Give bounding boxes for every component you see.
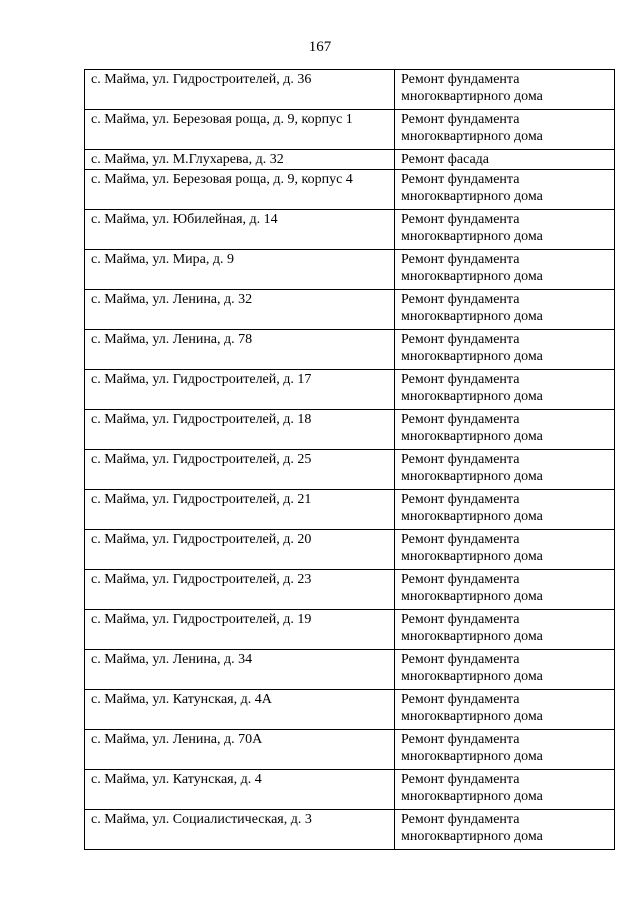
table-row bbox=[85, 110, 615, 150]
work-type-line: многоквартирного дома bbox=[401, 389, 543, 404]
address-text: с. Майма, ул. Гидростроителей, д. 20 bbox=[91, 532, 312, 547]
address-cell bbox=[85, 810, 395, 850]
work-type-cell bbox=[395, 170, 615, 210]
address-cell bbox=[85, 70, 395, 110]
table-row bbox=[85, 770, 615, 810]
address-text: с. Майма, ул. Березовая роща, д. 9, корпус 4 bbox=[91, 172, 353, 187]
table-row bbox=[85, 610, 615, 650]
address-text: с. Майма, ул. Социалистическая, д. 3 bbox=[91, 812, 312, 827]
work-type-line: многоквартирного дома bbox=[401, 189, 543, 204]
address-text: с. Майма, ул. Березовая роща, д. 9, корпус 1 bbox=[91, 112, 353, 127]
repair-table bbox=[84, 69, 615, 850]
work-type-line: Ремонт фундамента bbox=[401, 732, 520, 747]
work-type-cell bbox=[395, 810, 615, 850]
address-text: с. Майма, ул. Гидростроителей, д. 19 bbox=[91, 612, 312, 627]
work-type-line: Ремонт фундамента bbox=[401, 452, 520, 467]
address-cell bbox=[85, 250, 395, 290]
address-text: с. Майма, ул. Ленина, д. 32 bbox=[91, 292, 253, 307]
address-text: с. Майма, ул. Гидростроителей, д. 17 bbox=[91, 372, 312, 387]
work-type-cell bbox=[395, 690, 615, 730]
work-type-cell bbox=[395, 490, 615, 530]
work-type-line: многоквартирного дома bbox=[401, 129, 543, 144]
work-type-line: Ремонт фундамента bbox=[401, 412, 520, 427]
work-type-line: Ремонт фасада bbox=[401, 152, 490, 167]
work-type-line: многоквартирного дома bbox=[401, 709, 543, 724]
address-cell bbox=[85, 570, 395, 610]
table-row bbox=[85, 250, 615, 290]
work-type-line: Ремонт фундамента bbox=[401, 532, 520, 547]
address-cell bbox=[85, 770, 395, 810]
table-row bbox=[85, 490, 615, 530]
table-row bbox=[85, 690, 615, 730]
address-cell bbox=[85, 650, 395, 690]
work-type-cell bbox=[395, 450, 615, 490]
address-text: с. Майма, ул. Юбилейная, д. 14 bbox=[91, 212, 278, 227]
table-row bbox=[85, 450, 615, 490]
work-type-line: многоквартирного дома bbox=[401, 429, 543, 444]
table-row bbox=[85, 570, 615, 610]
work-type-line: Ремонт фундамента bbox=[401, 772, 520, 787]
table-row bbox=[85, 810, 615, 850]
table-row bbox=[85, 170, 615, 210]
table-body bbox=[85, 70, 615, 850]
work-type-cell bbox=[395, 770, 615, 810]
address-cell bbox=[85, 110, 395, 150]
address-text: с. Майма, ул. Гидростроителей, д. 21 bbox=[91, 492, 312, 507]
address-text: с. Майма, ул. Гидростроителей, д. 23 bbox=[91, 572, 312, 587]
work-type-cell bbox=[395, 610, 615, 650]
work-type-line: Ремонт фундамента bbox=[401, 292, 520, 307]
work-type-line: Ремонт фундамента bbox=[401, 492, 520, 507]
address-text: с. Майма, ул. Гидростроителей, д. 18 bbox=[91, 412, 312, 427]
address-text: с. Майма, ул. Ленина, д. 78 bbox=[91, 332, 253, 347]
table-row bbox=[85, 530, 615, 570]
table-row bbox=[85, 70, 615, 110]
work-type-cell bbox=[395, 730, 615, 770]
work-type-line: многоквартирного дома bbox=[401, 669, 543, 684]
table-row bbox=[85, 290, 615, 330]
work-type-line: многоквартирного дома bbox=[401, 789, 543, 804]
work-type-cell bbox=[395, 330, 615, 370]
address-text: с. Майма, ул. Ленина, д. 34 bbox=[91, 652, 253, 667]
work-type-cell bbox=[395, 650, 615, 690]
address-text: с. Майма, ул. Мира, д. 9 bbox=[91, 252, 234, 267]
work-type-line: Ремонт фундамента bbox=[401, 372, 520, 387]
address-cell bbox=[85, 610, 395, 650]
table-row bbox=[85, 370, 615, 410]
work-type-line: Ремонт фундамента bbox=[401, 652, 520, 667]
work-type-cell bbox=[395, 70, 615, 110]
work-type-cell bbox=[395, 530, 615, 570]
work-type-line: Ремонт фундамента bbox=[401, 112, 520, 127]
work-type-line: многоквартирного дома bbox=[401, 269, 543, 284]
work-type-line: многоквартирного дома bbox=[401, 749, 543, 764]
address-cell bbox=[85, 370, 395, 410]
work-type-line: многоквартирного дома bbox=[401, 829, 543, 844]
work-type-cell bbox=[395, 570, 615, 610]
work-type-line: Ремонт фундамента bbox=[401, 332, 520, 347]
work-type-line: многоквартирного дома bbox=[401, 589, 543, 604]
work-type-line: многоквартирного дома bbox=[401, 469, 543, 484]
address-cell bbox=[85, 330, 395, 370]
work-type-line: Ремонт фундамента bbox=[401, 172, 520, 187]
work-type-line: многоквартирного дома bbox=[401, 629, 543, 644]
work-type-line: Ремонт фундамента bbox=[401, 72, 520, 87]
work-type-cell bbox=[395, 410, 615, 450]
address-text: с. Майма, ул. Гидростроителей, д. 25 bbox=[91, 452, 312, 467]
address-cell bbox=[85, 170, 395, 210]
work-type-cell bbox=[395, 150, 615, 170]
page-number: 167 bbox=[308, 39, 332, 55]
address-cell bbox=[85, 450, 395, 490]
work-type-line: многоквартирного дома bbox=[401, 509, 543, 524]
work-type-line: многоквартирного дома bbox=[401, 549, 543, 564]
work-type-cell bbox=[395, 250, 615, 290]
work-type-line: Ремонт фундамента bbox=[401, 612, 520, 627]
work-type-line: Ремонт фундамента bbox=[401, 572, 520, 587]
address-cell bbox=[85, 410, 395, 450]
address-cell bbox=[85, 730, 395, 770]
table-row bbox=[85, 330, 615, 370]
work-type-line: многоквартирного дома bbox=[401, 349, 543, 364]
work-type-line: многоквартирного дома bbox=[401, 89, 543, 104]
address-text: с. Майма, ул. М.Глухарева, д. 32 bbox=[91, 152, 284, 167]
address-cell bbox=[85, 290, 395, 330]
work-type-line: Ремонт фундамента bbox=[401, 692, 520, 707]
work-type-cell bbox=[395, 290, 615, 330]
work-type-cell bbox=[395, 210, 615, 250]
work-type-cell bbox=[395, 110, 615, 150]
address-text: с. Майма, ул. Ленина, д. 70А bbox=[91, 732, 263, 747]
work-type-line: Ремонт фундамента bbox=[401, 812, 520, 827]
work-type-line: Ремонт фундамента bbox=[401, 252, 520, 267]
table-row bbox=[85, 730, 615, 770]
table-row bbox=[85, 210, 615, 250]
table-row bbox=[85, 650, 615, 690]
address-text: с. Майма, ул. Гидростроителей, д. 36 bbox=[91, 72, 312, 87]
address-text: с. Майма, ул. Катунская, д. 4А bbox=[91, 692, 272, 707]
address-cell bbox=[85, 530, 395, 570]
address-cell bbox=[85, 210, 395, 250]
address-cell bbox=[85, 490, 395, 530]
address-cell bbox=[85, 150, 395, 170]
work-type-line: многоквартирного дома bbox=[401, 229, 543, 244]
table-row bbox=[85, 410, 615, 450]
work-type-line: Ремонт фундамента bbox=[401, 212, 520, 227]
work-type-line: многоквартирного дома bbox=[401, 309, 543, 324]
work-type-cell bbox=[395, 370, 615, 410]
address-text: с. Майма, ул. Катунская, д. 4 bbox=[91, 772, 262, 787]
table-row bbox=[85, 150, 615, 170]
address-cell bbox=[85, 690, 395, 730]
